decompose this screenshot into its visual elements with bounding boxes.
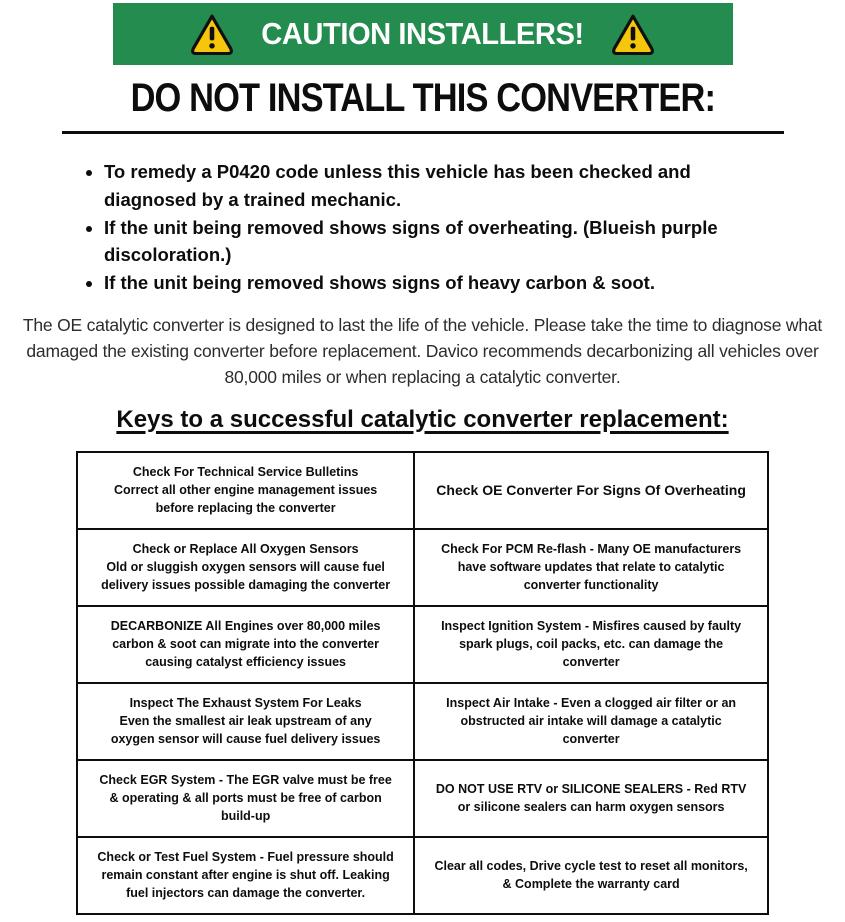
headline bbox=[0, 78, 845, 118]
cell-title: Check EGR System - The EGR valve must be free & operating & all ports must be free of carbon build-up bbox=[99, 772, 392, 824]
table-cell bbox=[77, 837, 414, 914]
table-cell bbox=[414, 683, 768, 760]
warning-triangle-icon bbox=[189, 13, 235, 55]
warning-exclamation-bar bbox=[631, 27, 636, 41]
table-cell bbox=[77, 760, 414, 837]
keys-table bbox=[76, 451, 769, 915]
caution-banner bbox=[113, 3, 733, 65]
warning-list-item: • If the unit being removed shows signs of heavy carbon & soot. bbox=[104, 269, 784, 297]
advisory-paragraph: The OE catalytic converter is designed to last the life of the vehicle. Please take the time to diagnose what damaged the existing converter before replacement. Davico recommends decarbonizing all vehicles over 80,000 miles or when replacing a catalytic converter. bbox=[22, 314, 823, 388]
cell-title: Check OE Converter For Signs Of Overheating bbox=[436, 481, 746, 498]
divider-line bbox=[62, 131, 784, 134]
cell-body: Even the smallest air leak upstream of any oxygen sensor will cause fuel delivery issues bbox=[110, 713, 381, 747]
table-heading: Keys to a successful catalytic converter replacement: bbox=[116, 405, 729, 433]
table-cell bbox=[77, 529, 414, 606]
warning-exclamation-dot bbox=[209, 43, 214, 48]
cell-title: Check or Replace All Oxygen Sensors bbox=[132, 541, 359, 556]
cell-title: Inspect The Exhaust System For Leaks bbox=[129, 695, 362, 710]
table-cell bbox=[414, 452, 768, 529]
warning-triangle-icon bbox=[610, 13, 656, 55]
table-row bbox=[77, 606, 768, 683]
cell-title: DO NOT USE RTV or SILICONE SEALERS - Red RTV or silicone sealers can harm oxygen sensors bbox=[435, 781, 747, 814]
table-row bbox=[77, 837, 768, 914]
caution-flyer-page bbox=[0, 3, 845, 922]
warning-exclamation-bar bbox=[210, 27, 215, 41]
table-row bbox=[77, 452, 768, 529]
cell-title: Check For PCM Re-flash - Many OE manufacturers have software updates that relate to catalytic converter functionality bbox=[441, 541, 742, 593]
table-cell bbox=[414, 760, 768, 837]
table-cell bbox=[77, 452, 414, 529]
table-cell bbox=[77, 683, 414, 760]
cell-body: Old or sluggish oxygen sensors will cause fuel delivery issues possible damaging the converter bbox=[101, 559, 391, 593]
table-row bbox=[77, 683, 768, 760]
cell-title: Check or Test Fuel System - Fuel pressure should remain constant after engine is shut off. Leaking fuel injectors can damage the converter. bbox=[97, 849, 394, 901]
table-cell bbox=[77, 606, 414, 683]
table-cell bbox=[414, 606, 768, 683]
warning-list-item: • To remedy a P0420 code unless this vehicle has been checked and diagnosed by a trained mechanic. bbox=[104, 158, 784, 214]
table-cell bbox=[414, 837, 768, 914]
cell-title: Clear all codes, Drive cycle test to reset all monitors, & Complete the warranty card bbox=[434, 858, 748, 891]
headline-text: DO NOT INSTALL THIS CONVERTER: bbox=[130, 76, 715, 120]
warning-list-item: • If the unit being removed shows signs of overheating. (Blueish purple discoloration.) bbox=[104, 214, 784, 270]
table-row bbox=[77, 529, 768, 606]
banner-title: CAUTION INSTALLERS! bbox=[261, 16, 584, 51]
cell-title: Inspect Air Intake - Even a clogged air filter or an obstructed air intake will damage a catalytic converter bbox=[446, 695, 737, 747]
cell-title: Check For Technical Service Bulletins bbox=[132, 464, 359, 479]
cell-title: DECARBONIZE All Engines over 80,000 miles carbon & soot can migrate into the converter causing catalyst efficiency issues bbox=[110, 618, 381, 670]
warning-list bbox=[84, 158, 784, 297]
table-row bbox=[77, 760, 768, 837]
cell-body: Correct all other engine management issues before replacing the converter bbox=[113, 482, 378, 516]
cell-title: Inspect Ignition System - Misfires caused by faulty spark plugs, coil packs, etc. can damage the converter bbox=[441, 618, 742, 670]
table-cell bbox=[414, 529, 768, 606]
warning-exclamation-dot bbox=[630, 43, 635, 48]
